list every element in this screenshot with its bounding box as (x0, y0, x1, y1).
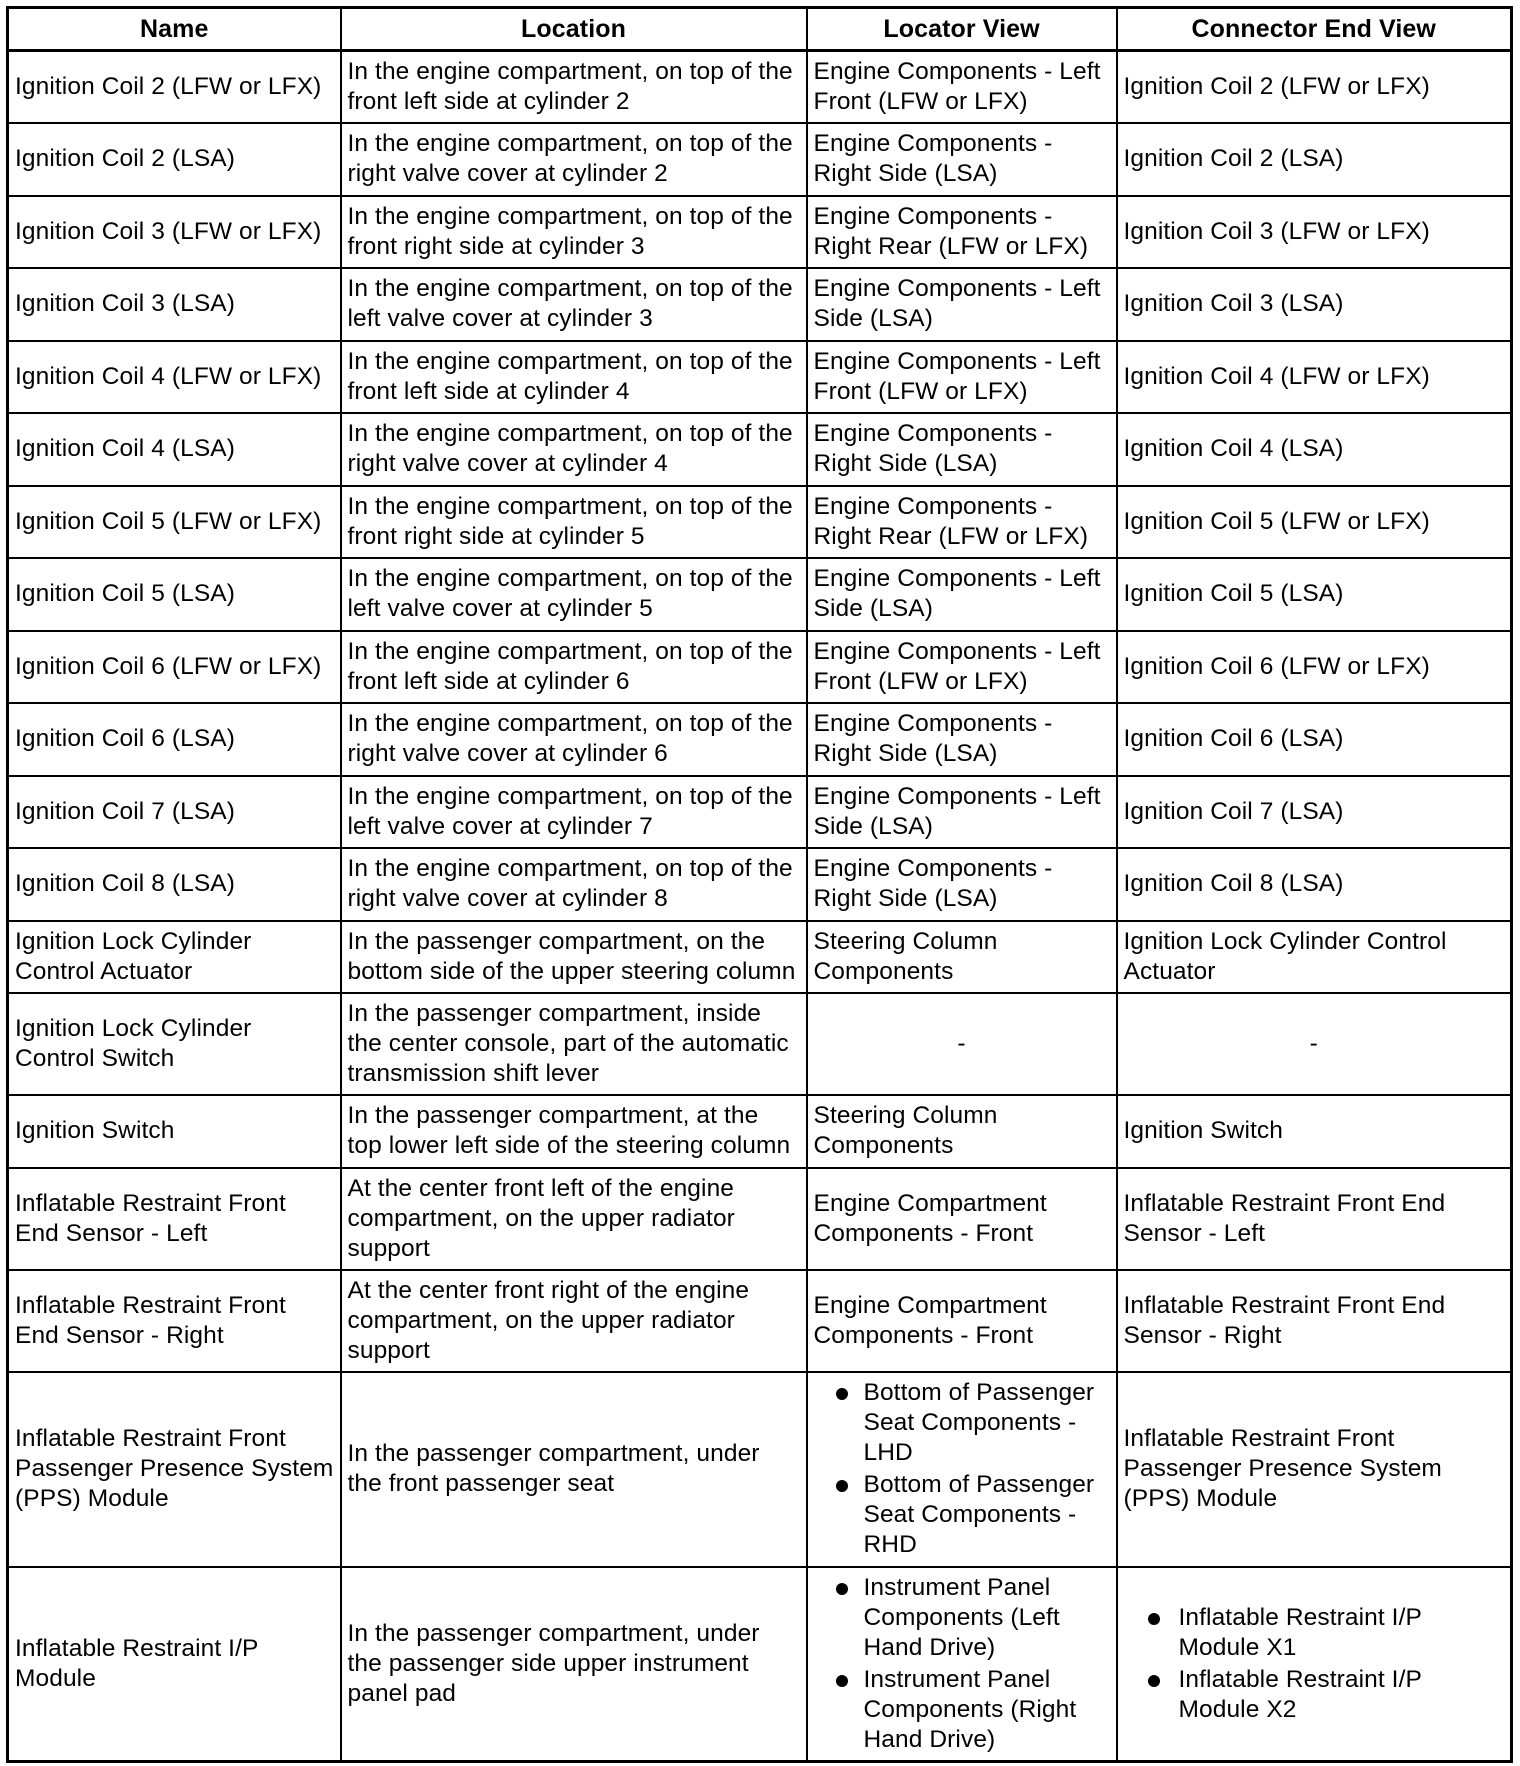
cell-connector-end-view: Ignition Coil 7 (LSA) (1117, 776, 1512, 849)
table-row (8, 703, 1512, 776)
cell-locator-view: Engine Compartment Components - Front (807, 1270, 1117, 1372)
table-row (8, 51, 1512, 124)
cell-name: Ignition Coil 4 (LFW or LFX) (8, 341, 341, 414)
cell-connector-end-view: Ignition Coil 6 (LSA) (1117, 703, 1512, 776)
cell-locator-view: Engine Components - Left Side (LSA) (807, 558, 1117, 631)
list-item: Bottom of Passenger Seat Components - RHD (814, 1470, 1110, 1560)
cell-name: Ignition Coil 8 (LSA) (8, 848, 341, 921)
cell-name: Ignition Coil 5 (LSA) (8, 558, 341, 631)
table-row (8, 631, 1512, 704)
cell-locator-view: Engine Compartment Components - Front (807, 1168, 1117, 1270)
header-row (8, 8, 1512, 51)
cell-location: In the engine compartment, on top of the front left side at cylinder 2 (341, 51, 807, 124)
table-row (8, 558, 1512, 631)
cell-location: In the engine compartment, on top of the left valve cover at cylinder 5 (341, 558, 807, 631)
table-row (8, 1567, 1512, 1762)
cell-location: At the center front right of the engine compartment, on the upper radiator support (341, 1270, 807, 1372)
table-row (8, 848, 1512, 921)
cell-locator-view: Engine Components - Left Front (LFW or LFX) (807, 51, 1117, 124)
cell-location: In the engine compartment, on top of the front right side at cylinder 3 (341, 196, 807, 269)
list-item: Instrument Panel Components (Right Hand Drive) (814, 1665, 1110, 1755)
cell-location: In the engine compartment, on top of the left valve cover at cylinder 7 (341, 776, 807, 849)
table-header (8, 8, 1512, 51)
table-row (8, 1372, 1512, 1567)
cell-name: Ignition Coil 6 (LSA) (8, 703, 341, 776)
table-row (8, 196, 1512, 269)
cell-connector-end-view: Ignition Coil 4 (LSA) (1117, 413, 1512, 486)
cell-name: Ignition Lock Cylinder Control Switch (8, 993, 341, 1095)
table-row (8, 776, 1512, 849)
connector-end-view-list (1124, 1603, 1505, 1725)
header-connector-end-view: Connector End View (1117, 8, 1512, 51)
cell-locator-view (807, 1372, 1117, 1567)
cell-connector-end-view: Ignition Coil 3 (LSA) (1117, 268, 1512, 341)
list-item: Bottom of Passenger Seat Components - LHD (814, 1378, 1110, 1468)
cell-connector-end-view: Ignition Coil 6 (LFW or LFX) (1117, 631, 1512, 704)
component-locator-sheet (6, 6, 1510, 1763)
table-row (8, 123, 1512, 196)
header-name: Name (8, 8, 341, 51)
cell-locator-view: Engine Components - Left Front (LFW or LFX) (807, 631, 1117, 704)
cell-locator-view: Engine Components - Left Side (LSA) (807, 776, 1117, 849)
list-item: Instrument Panel Components (Left Hand Drive) (814, 1573, 1110, 1663)
cell-connector-end-view: - (1117, 993, 1512, 1095)
table-row (8, 341, 1512, 414)
cell-location: At the center front left of the engine compartment, on the upper radiator support (341, 1168, 807, 1270)
cell-location: In the passenger compartment, under the passenger side upper instrument panel pad (341, 1567, 807, 1762)
cell-connector-end-view: Ignition Lock Cylinder Control Actuator (1117, 921, 1512, 994)
cell-locator-view: Engine Components - Left Front (LFW or LFX) (807, 341, 1117, 414)
cell-connector-end-view: Ignition Switch (1117, 1095, 1512, 1168)
cell-connector-end-view: Ignition Coil 3 (LFW or LFX) (1117, 196, 1512, 269)
list-item: Inflatable Restraint I/P Module X2 (1124, 1665, 1505, 1725)
cell-name: Inflatable Restraint Front End Sensor - Right (8, 1270, 341, 1372)
table-row (8, 486, 1512, 559)
cell-locator-view (807, 1567, 1117, 1762)
cell-name: Inflatable Restraint Front Passenger Presence System (PPS) Module (8, 1372, 341, 1567)
component-locator-table (6, 6, 1513, 1763)
cell-name: Ignition Coil 2 (LSA) (8, 123, 341, 196)
cell-connector-end-view: Ignition Coil 5 (LFW or LFX) (1117, 486, 1512, 559)
table-row (8, 921, 1512, 994)
table-row (8, 1270, 1512, 1372)
cell-locator-view: Engine Components - Right Side (LSA) (807, 413, 1117, 486)
cell-connector-end-view: Ignition Coil 2 (LSA) (1117, 123, 1512, 196)
cell-locator-view: Engine Components - Right Side (LSA) (807, 123, 1117, 196)
cell-name: Inflatable Restraint Front End Sensor - Left (8, 1168, 341, 1270)
table-row (8, 1095, 1512, 1168)
cell-connector-end-view: Ignition Coil 5 (LSA) (1117, 558, 1512, 631)
table-row (8, 413, 1512, 486)
locator-view-list (814, 1573, 1110, 1755)
cell-location: In the engine compartment, on top of the front left side at cylinder 6 (341, 631, 807, 704)
cell-location: In the engine compartment, on top of the right valve cover at cylinder 2 (341, 123, 807, 196)
cell-name: Ignition Lock Cylinder Control Actuator (8, 921, 341, 994)
cell-locator-view: - (807, 993, 1117, 1095)
cell-location: In the engine compartment, on top of the left valve cover at cylinder 3 (341, 268, 807, 341)
cell-connector-end-view (1117, 1567, 1512, 1762)
table-body (8, 51, 1512, 1762)
cell-location: In the passenger compartment, on the bottom side of the upper steering column (341, 921, 807, 994)
cell-location: In the passenger compartment, under the front passenger seat (341, 1372, 807, 1567)
cell-connector-end-view: Inflatable Restraint Front End Sensor - Left (1117, 1168, 1512, 1270)
cell-connector-end-view: Inflatable Restraint Front End Sensor - Right (1117, 1270, 1512, 1372)
cell-connector-end-view: Ignition Coil 8 (LSA) (1117, 848, 1512, 921)
cell-name: Inflatable Restraint I/P Module (8, 1567, 341, 1762)
list-item: Inflatable Restraint I/P Module X1 (1124, 1603, 1505, 1663)
cell-location: In the engine compartment, on top of the right valve cover at cylinder 6 (341, 703, 807, 776)
cell-name: Ignition Coil 3 (LSA) (8, 268, 341, 341)
cell-locator-view: Engine Components - Left Side (LSA) (807, 268, 1117, 341)
cell-locator-view: Engine Components - Right Rear (LFW or LFX) (807, 486, 1117, 559)
cell-name: Ignition Coil 6 (LFW or LFX) (8, 631, 341, 704)
cell-location: In the passenger compartment, at the top lower left side of the steering column (341, 1095, 807, 1168)
cell-location: In the engine compartment, on top of the front left side at cylinder 4 (341, 341, 807, 414)
header-location: Location (341, 8, 807, 51)
table-row (8, 1168, 1512, 1270)
cell-name: Ignition Coil 3 (LFW or LFX) (8, 196, 341, 269)
cell-locator-view: Engine Components - Right Side (LSA) (807, 703, 1117, 776)
table-row (8, 993, 1512, 1095)
table-row (8, 268, 1512, 341)
cell-location: In the passenger compartment, inside the center console, part of the automatic transmission shift lever (341, 993, 807, 1095)
cell-connector-end-view: Ignition Coil 4 (LFW or LFX) (1117, 341, 1512, 414)
cell-locator-view: Engine Components - Right Side (LSA) (807, 848, 1117, 921)
locator-view-list (814, 1378, 1110, 1560)
cell-location: In the engine compartment, on top of the right valve cover at cylinder 4 (341, 413, 807, 486)
cell-locator-view: Engine Components - Right Rear (LFW or LFX) (807, 196, 1117, 269)
cell-connector-end-view: Ignition Coil 2 (LFW or LFX) (1117, 51, 1512, 124)
cell-connector-end-view: Inflatable Restraint Front Passenger Presence System (PPS) Module (1117, 1372, 1512, 1567)
cell-locator-view: Steering Column Components (807, 921, 1117, 994)
cell-location: In the engine compartment, on top of the right valve cover at cylinder 8 (341, 848, 807, 921)
cell-name: Ignition Coil 4 (LSA) (8, 413, 341, 486)
cell-name: Ignition Coil 7 (LSA) (8, 776, 341, 849)
cell-locator-view: Steering Column Components (807, 1095, 1117, 1168)
cell-location: In the engine compartment, on top of the front right side at cylinder 5 (341, 486, 807, 559)
cell-name: Ignition Coil 5 (LFW or LFX) (8, 486, 341, 559)
cell-name: Ignition Switch (8, 1095, 341, 1168)
header-locator-view: Locator View (807, 8, 1117, 51)
cell-name: Ignition Coil 2 (LFW or LFX) (8, 51, 341, 124)
